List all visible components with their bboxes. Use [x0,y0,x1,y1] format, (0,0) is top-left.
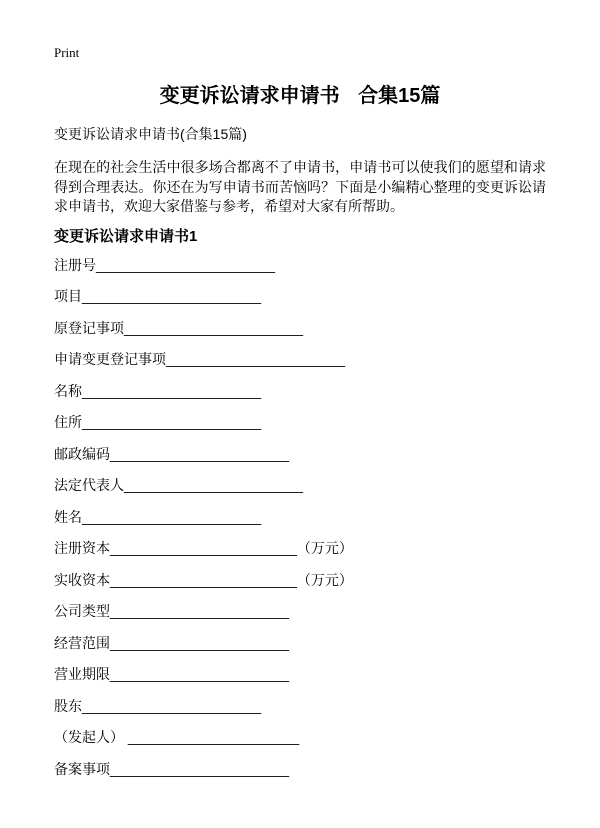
field-unit: （万元） [296,540,353,556]
field-label: 公司类型 [54,603,110,619]
field-label: 注册号 [54,256,96,273]
field-unit: （万元） [296,571,353,588]
field-blank-line: _______________________ [82,288,262,304]
form-field-row-requested-change-items [54,344,546,376]
form-field-row-original-registered-items [54,313,546,345]
field-blank-line: _______________________ [124,477,304,493]
field-blank-line: _______________________ [110,760,290,777]
form-field-row-postal-code [54,439,546,471]
field-label: 申请变更登记事项 [54,351,166,367]
form-field-row-registration-number [54,250,546,282]
form-field-row-company-type [54,596,546,628]
field-blank-line: _______________________ [82,508,262,525]
field-label: 邮政编码 [54,445,110,462]
form-field-row-name [54,376,546,408]
intro-paragraph: 在现在的社会生活中很多场合都离不了申请书，申请书可以使我们的愿望和请求得到合理表达。你还在为写申请书而苦恼吗？下面是小编精心整理的变更诉讼请求申请书，欢迎大家借鉴与参考，希望对大家有所帮助。 [54,159,546,214]
field-label: 股东 [54,697,82,714]
field-blank-line: ________________________ [110,571,297,588]
field-blank-line: _______________________ [82,697,262,714]
form-field-row-paid-in-capital [54,565,546,597]
field-blank-line: _______________________ [82,414,262,430]
field-label: 注册资本 [54,540,110,556]
field-label: （发起人） [54,729,124,745]
field-blank-line: ________________________ [110,540,297,556]
section-heading: 变更诉讼请求申请书1 [54,227,198,245]
form-field-row-address [54,407,546,439]
page-title: 变更诉讼请求申请书 合集15篇 [159,85,441,107]
field-label: 姓名 [54,508,82,525]
form-field-row-shareholders [54,691,546,723]
form-field-row-registered-capital [54,533,546,565]
field-label: 备案事项 [54,760,110,777]
form-field-row-full-name [54,502,546,534]
field-label: 住所 [54,414,82,430]
field-label: 营业期限 [54,666,110,682]
field-label: 法定代表人 [54,477,124,493]
field-blank-line: ______________________ [124,729,300,745]
field-blank-line: _______________________ [110,445,290,462]
field-blank-line: _______________________ [96,256,276,273]
field-label: 名称 [54,382,82,399]
form-fields-list [54,250,546,786]
form-field-row-business-scope [54,628,546,660]
field-label: 经营范围 [54,634,110,651]
field-blank-line: _______________________ [110,634,290,651]
print-button[interactable]: Print [54,45,80,60]
field-label: 项目 [54,288,82,304]
field-blank-line: _______________________ [110,666,290,682]
form-field-row-project [54,281,546,313]
field-label: 实收资本 [54,571,110,588]
field-blank-line: _______________________ [110,603,290,619]
document-subtitle: 变更诉讼请求申请书(合集15篇) [54,126,247,142]
form-field-row-legal-representative [54,470,546,502]
field-blank-line: _______________________ [82,382,262,399]
form-field-row-business-term [54,659,546,691]
field-blank-line: _______________________ [166,351,346,367]
form-field-row-promoters [54,722,546,754]
form-field-row-filing-items [54,754,546,786]
field-label: 原登记事项 [54,319,124,336]
field-blank-line: _______________________ [124,319,304,336]
